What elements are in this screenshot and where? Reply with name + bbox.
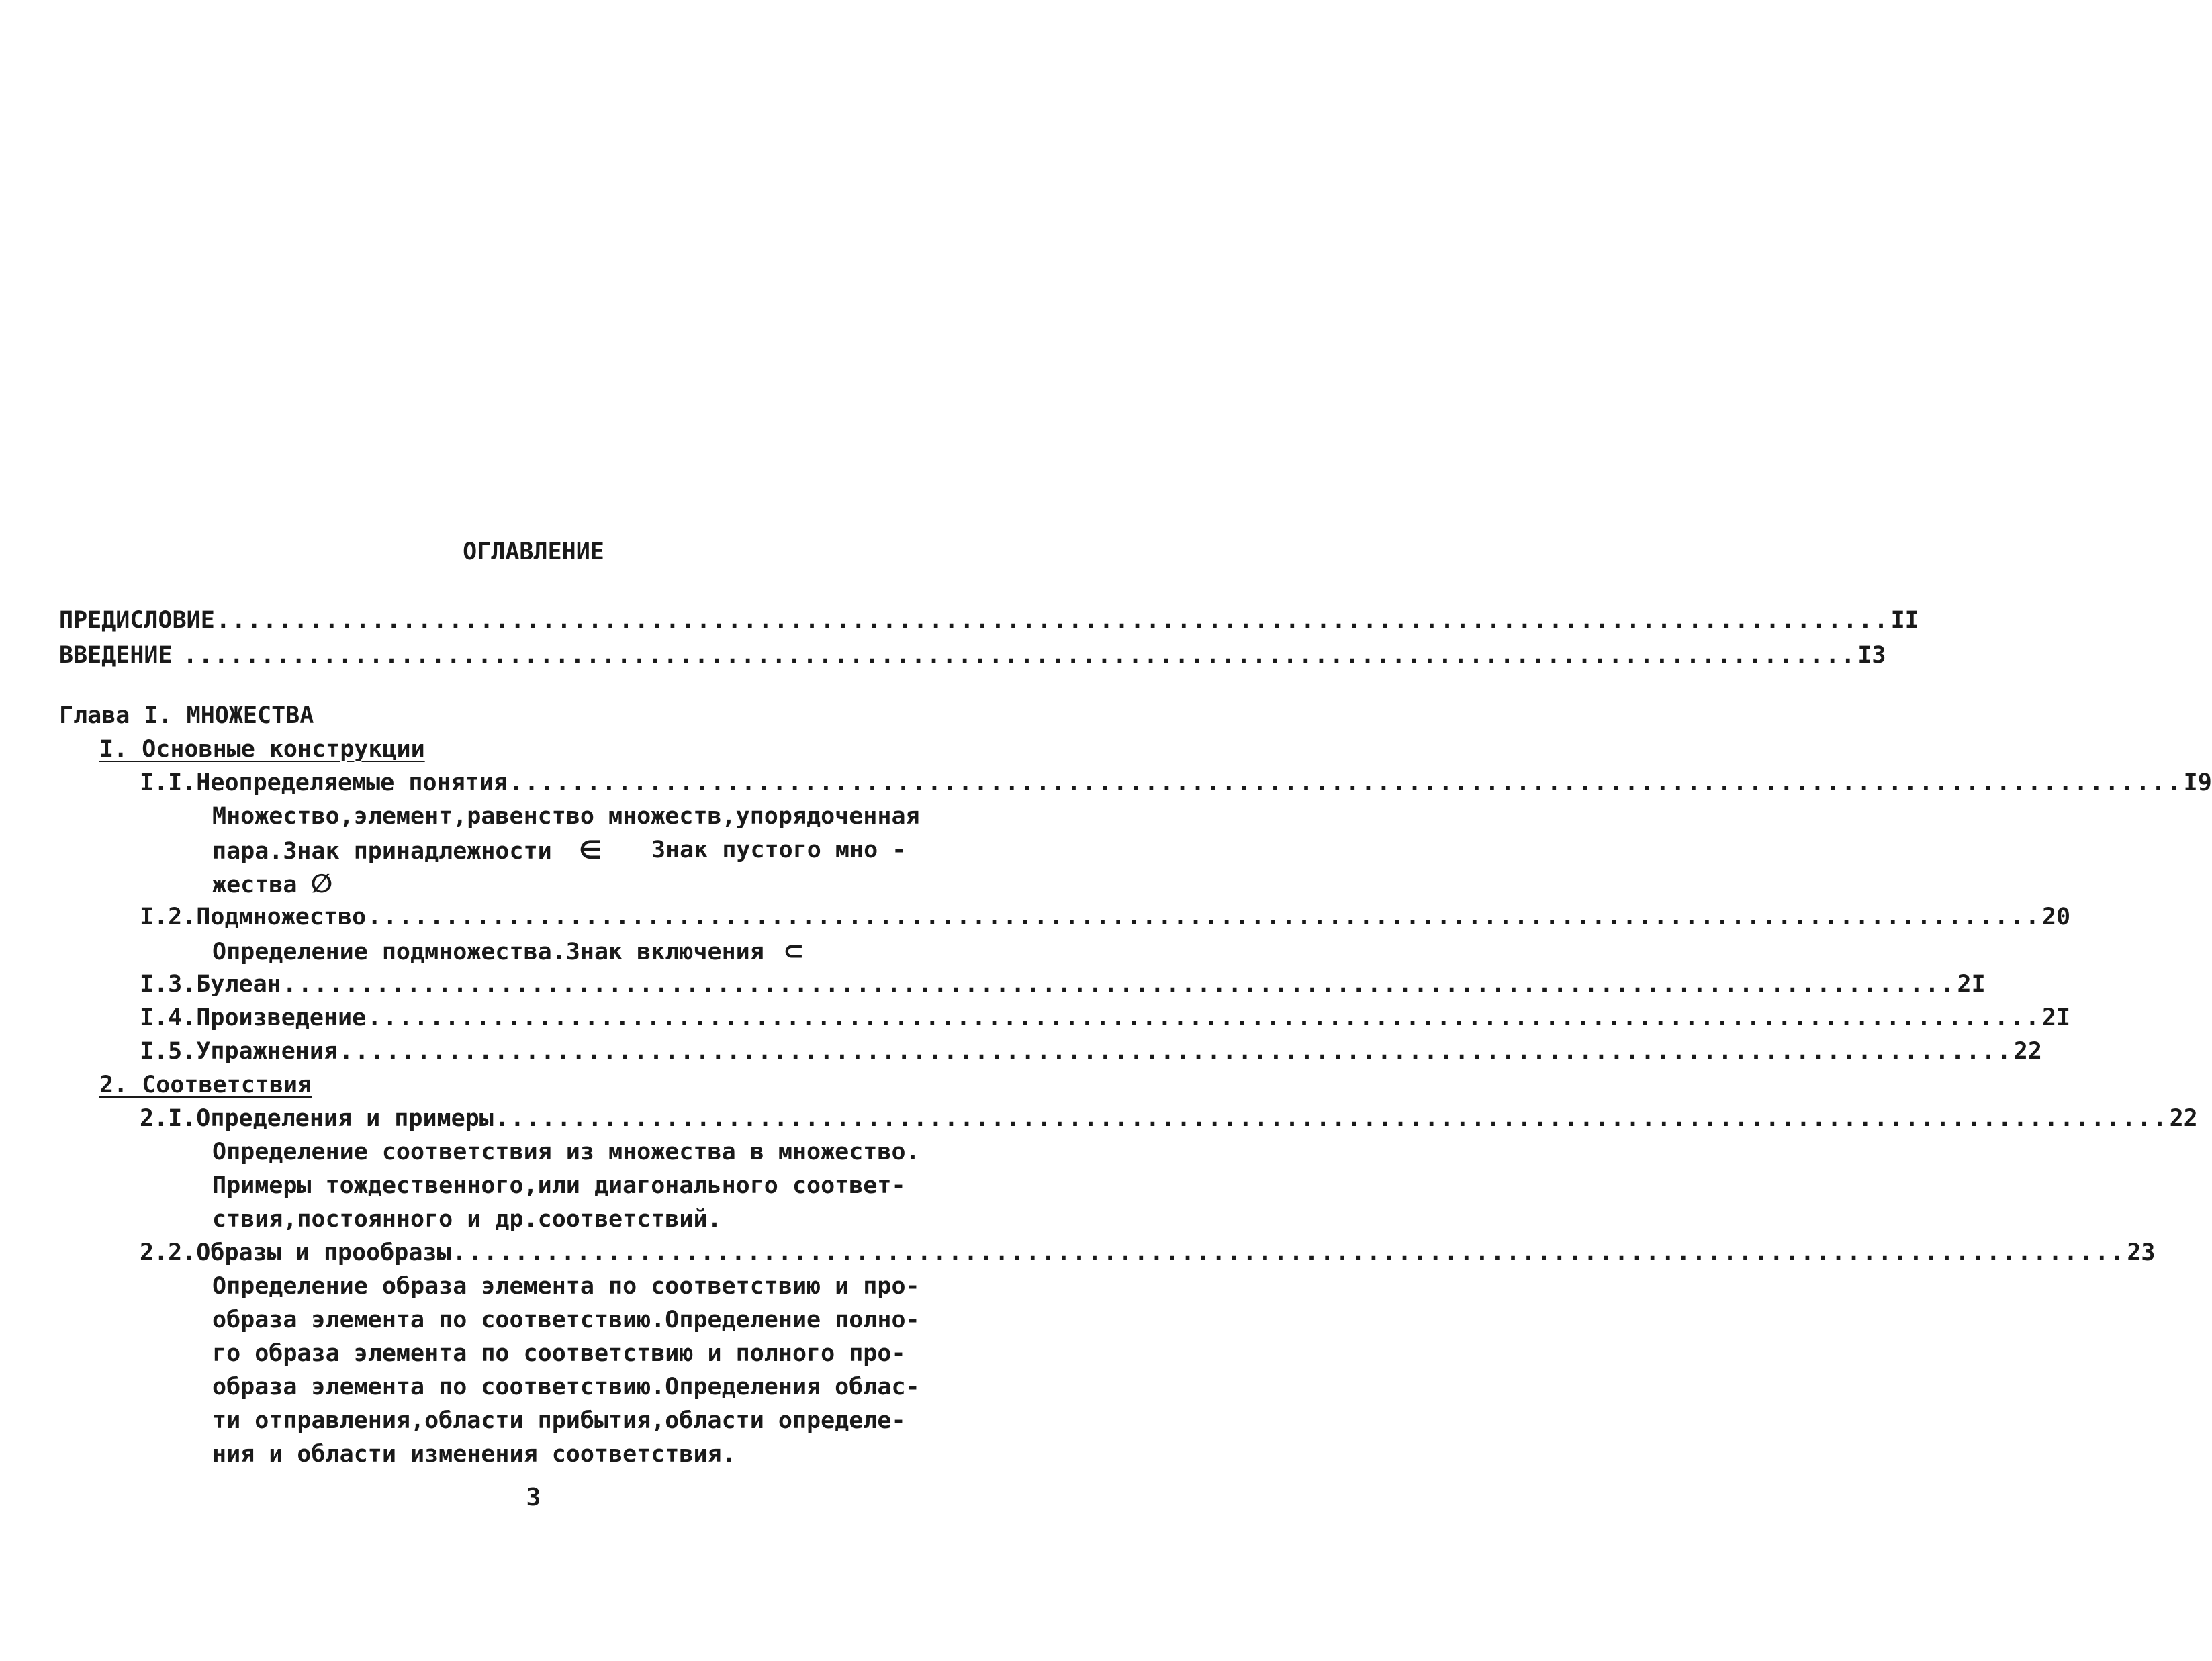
section-heading-1: I. Основные конструкции: [99, 736, 425, 763]
toc-entry-label: Булеан: [196, 971, 281, 998]
leader-dots: ............................................................................................................: [216, 607, 1890, 634]
toc-entry-1-5: [140, 1035, 2042, 1067]
toc-title: ОГЛАВЛЕНИЕ: [463, 538, 604, 565]
toc-description-line: ствия,постоянного и др.соответствий.: [212, 1206, 722, 1233]
leader-dots: ............................................................................................................: [282, 971, 1956, 998]
toc-entry-label: Образы и прообразы: [196, 1239, 451, 1266]
leader-dots: ............................................................................................................: [508, 769, 2182, 796]
toc-description-line: Знак пустого мно -: [651, 837, 907, 863]
toc-entry-label: Упражнения: [196, 1038, 338, 1065]
toc-entry-number: I.5.: [140, 1038, 197, 1065]
toc-entry-label: ВВЕДЕНИЕ: [59, 642, 173, 669]
toc-entry-number: 2.I.: [140, 1105, 197, 1132]
toc-entry-label: Подмножество: [196, 904, 367, 931]
toc-description-line: го образа элемента по соответствию и полного про-: [212, 1340, 906, 1367]
toc-entry-page: 2I: [2041, 1004, 2071, 1031]
toc-description-line: Примеры тождественного,или диагонального соответ-: [212, 1172, 906, 1199]
toc-entry-1-3: [140, 968, 1986, 1000]
toc-entry-2-2: [140, 1237, 2156, 1269]
toc-entry-label: Неопределяемые понятия: [196, 769, 508, 796]
toc-entry-page: 23: [2127, 1239, 2156, 1266]
toc-description-line: ния и области изменения соответствия.: [212, 1441, 736, 1468]
toc-entry-page: I9: [2183, 769, 2212, 796]
toc-entry-page: 22: [2169, 1105, 2198, 1132]
toc-description-line: Множество,элемент,равенство множеств,упорядоченная: [212, 803, 920, 830]
toc-description-line: [212, 935, 804, 968]
toc-entry-number: I.2.: [140, 904, 197, 931]
leader-dots: ............................................................................................................: [339, 1038, 2013, 1065]
toc-description-line: образа элемента по соответствию.Определение полно-: [212, 1307, 920, 1333]
toc-entry-label: ПРЕДИСЛОВИЕ: [59, 607, 215, 634]
toc-entry-1-1: [140, 767, 2212, 799]
toc-description-text: пара.Знак принадлежности: [212, 838, 552, 865]
toc-description-line: образа элемента по соответствию.Определения облас-: [212, 1374, 920, 1401]
toc-description-text: жества: [212, 871, 297, 898]
element-of-icon: ∈: [578, 835, 602, 865]
toc-description-text: Определение подмножества.Знак включения: [212, 939, 764, 965]
toc-entry-1-2: [140, 901, 2071, 933]
toc-entry-page: 22: [2013, 1038, 2042, 1065]
section-heading-2: 2. Соответствия: [99, 1072, 312, 1098]
toc-description-line: ти отправления,области прибытия,области определе-: [212, 1407, 906, 1434]
toc-entry-preface: [59, 604, 1919, 636]
toc-entry-introduction: [59, 639, 1886, 671]
leader-dots: ............................................................................................................: [367, 1004, 2041, 1031]
toc-entry-page: 2I: [1957, 971, 1986, 998]
toc-entry-number: I.4.: [140, 1004, 197, 1031]
toc-description-line: Определение образа элемента по соответствию и про-: [212, 1273, 920, 1300]
toc-entry-page: I3: [1857, 642, 1886, 669]
chapter-heading: Глава I. МНОЖЕСТВА: [59, 702, 314, 729]
toc-entry-2-1: [140, 1102, 2198, 1135]
leader-dots: ............................................................................................................: [183, 642, 1857, 669]
toc-entry-1-4: [140, 1002, 2071, 1034]
toc-entry-number: I.3.: [140, 971, 197, 998]
toc-entry-label: Определения и примеры: [196, 1105, 494, 1132]
toc-description-line: [212, 834, 602, 867]
toc-entry-page: 20: [2041, 904, 2071, 931]
toc-entry-label: Произведение: [196, 1004, 367, 1031]
toc-description-line: Определение соответствия из множества в множество.: [212, 1139, 920, 1166]
toc-description-line: [212, 867, 332, 901]
leader-dots: ............................................................................................................: [494, 1105, 2168, 1132]
toc-entry-number: I.I.: [140, 769, 197, 796]
empty-set-icon: ∅: [310, 869, 332, 898]
toc-entry-page: II: [1890, 607, 1919, 634]
leader-dots: ............................................................................................................: [367, 904, 2041, 931]
leader-dots: ............................................................................................................: [452, 1239, 2126, 1266]
subset-icon: ⊂: [782, 936, 804, 965]
page-number: 3: [526, 1484, 541, 1511]
toc-entry-number: 2.2.: [140, 1239, 197, 1266]
